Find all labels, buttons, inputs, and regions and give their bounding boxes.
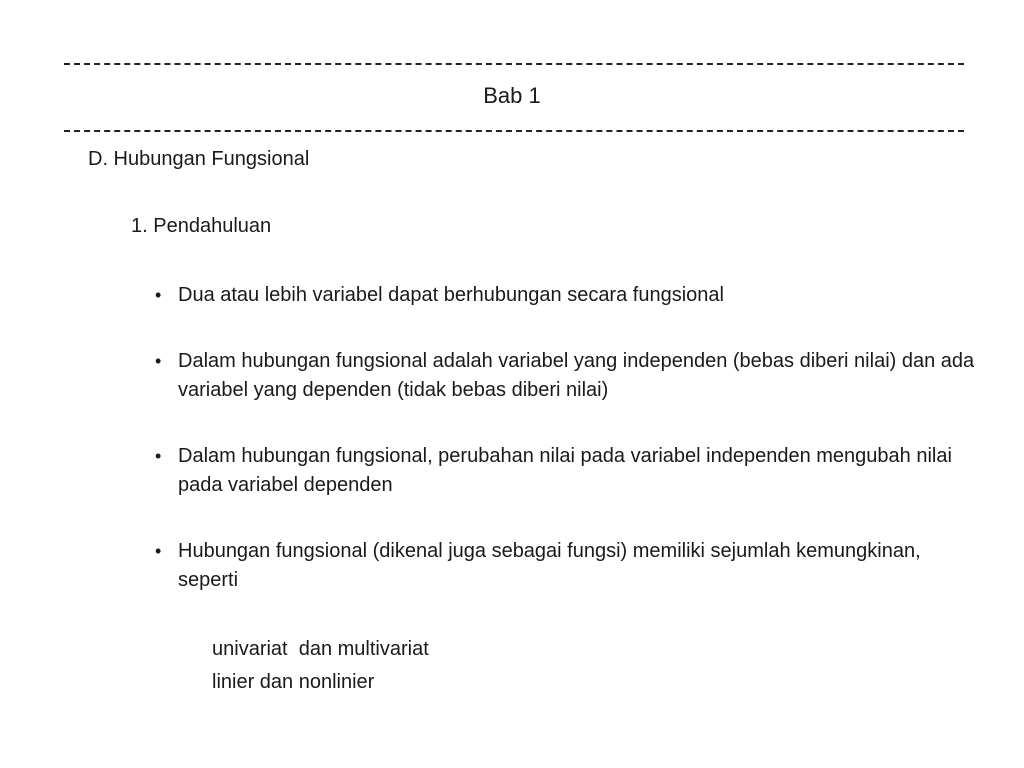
sub-item-list [212, 633, 429, 699]
bullet-item: • Dalam hubungan fungsional, perubahan nilai pada variabel independen mengubah nilai pada variabel dependen [155, 442, 975, 500]
bullet-list [155, 281, 975, 632]
sub-item: linier dan nonlinier [212, 671, 375, 693]
subsection-title: 1. Pendahuluan [131, 215, 272, 237]
bottom-dashed-divider [64, 130, 964, 132]
top-dashed-divider [64, 63, 964, 65]
bullet-item: • Dua atau lebih variabel dapat berhubungan secara fungsional [155, 281, 975, 310]
section-title: D. Hubungan Fungsional [88, 148, 310, 170]
bullet-item: • Dalam hubungan fungsional adalah variabel yang independen (bebas diberi nilai) dan ada variabel yang dependen (tidak bebas diberi nilai) [155, 347, 975, 405]
chapter-title: Bab 1 [483, 83, 541, 108]
bullet-item: • Hubungan fungsional (dikenal juga sebagai fungsi) memiliki sejumlah kemungkinan, seperti [155, 537, 975, 595]
sub-item: univariat dan multivariat [212, 638, 429, 660]
